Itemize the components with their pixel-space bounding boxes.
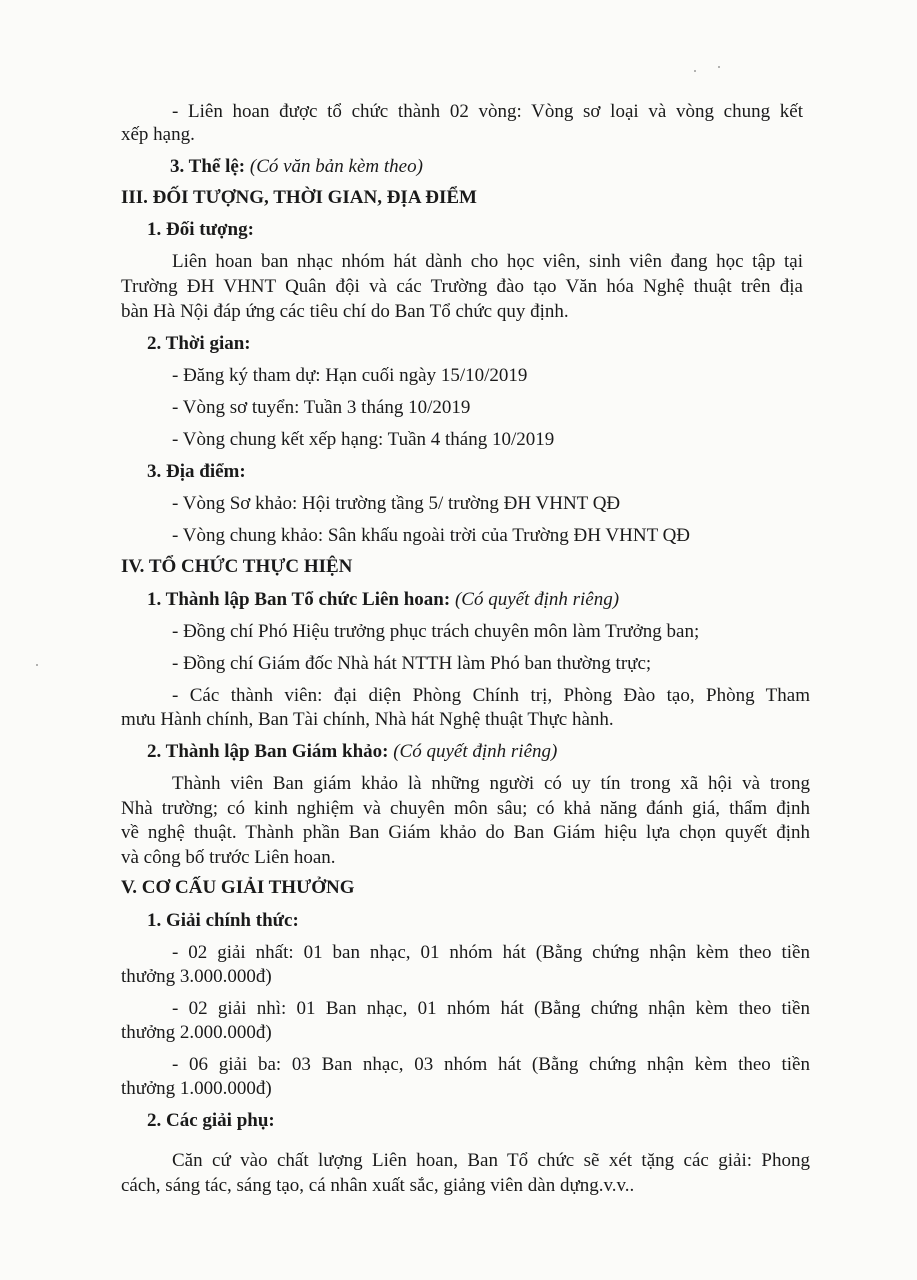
list-item: thưởng 1.000.000đ) [121, 1078, 272, 1099]
list-item: - Vòng chung khảo: Sân khấu ngoài trời của Trường ĐH VHNT QĐ [172, 525, 691, 546]
paragraph-line: Thành viên Ban giám khảo là những người có uy tín trong xã hội và trong [172, 773, 810, 794]
subheading [170, 156, 423, 178]
list-item: - Vòng chung kết xếp hạng: Tuần 4 tháng 10/2019 [172, 429, 555, 450]
list-item: - 06 giải ba: 03 Ban nhạc, 03 nhóm hát (Bằng chứng nhận kèm theo tiền [172, 1054, 810, 1075]
list-item: thưởng 3.000.000đ) [121, 966, 272, 987]
list-item: - Đồng chí Phó Hiệu trưởng phục trách chuyên môn làm Trưởng ban; [172, 621, 700, 642]
list-item: - Đăng ký tham dự: Hạn cuối ngày 15/10/2019 [172, 365, 528, 386]
paragraph-line: Liên hoan ban nhạc nhóm hát dành cho học viên, sinh viên đang học tập tại [172, 251, 803, 272]
subheading-label: 3. Thể lệ: [170, 156, 246, 177]
subheading: 1. Giải chính thức: [147, 910, 299, 931]
list-item: - 02 giải nhì: 01 Ban nhạc, 01 nhóm hát (Bằng chứng nhận kèm theo tiền [172, 998, 810, 1019]
paragraph-line: cách, sáng tác, sáng tạo, cá nhân xuất sắc, giảng viên dàn dựng.v.v.. [121, 1175, 635, 1196]
subheading-label: 2. Thành lập Ban Giám khảo: [147, 741, 389, 762]
list-item: - Đồng chí Giám đốc Nhà hát NTTH làm Phó ban thường trực; [172, 653, 652, 674]
paragraph-line: Căn cứ vào chất lượng Liên hoan, Ban Tổ chức sẽ xét tặng các giải: Phong [172, 1150, 810, 1171]
paragraph-line: xếp hạng. [121, 124, 195, 145]
paragraph-line: và công bố trước Liên hoan. [121, 847, 336, 868]
section-heading: V. CƠ CẤU GIẢI THƯỞNG [121, 877, 355, 898]
subheading-label: 1. Thành lập Ban Tổ chức Liên hoan: [147, 589, 451, 610]
subheading: 1. Đối tượng: [147, 219, 254, 240]
scan-speck [36, 664, 38, 666]
subheading: 2. Các giải phụ: [147, 1110, 275, 1131]
paragraph-line: Trường ĐH VHNT Quân đội và các Trường đào tạo Văn hóa Nghệ thuật trên địa [121, 276, 803, 297]
subheading [147, 589, 619, 611]
paragraph-line: bàn Hà Nội đáp ứng các tiêu chí do Ban Tổ chức quy định. [121, 301, 569, 322]
section-heading: III. ĐỐI TƯỢNG, THỜI GIAN, ĐỊA ĐIỂM [121, 187, 477, 208]
list-item: - Các thành viên: đại diện Phòng Chính trị, Phòng Đào tạo, Phòng Tham [172, 685, 810, 706]
subheading-note: (Có quyết định riêng) [393, 741, 558, 762]
paragraph-line: Nhà trường; có kinh nghiệm và chuyên môn sâu; có khả năng đánh giá, thẩm định [121, 798, 810, 819]
section-heading: IV. TỔ CHỨC THỰC HIỆN [121, 556, 353, 577]
list-item: - Vòng Sơ khảo: Hội trường tầng 5/ trường ĐH VHNT QĐ [172, 493, 621, 514]
paragraph-line: - Liên hoan được tổ chức thành 02 vòng: Vòng sơ loại và vòng chung kết [172, 101, 803, 122]
list-item: - 02 giải nhất: 01 ban nhạc, 01 nhóm hát (Bằng chứng nhận kèm theo tiền [172, 942, 810, 963]
paragraph-line: về nghệ thuật. Thành phần Ban Giám khảo do Ban Giám hiệu lựa chọn quyết định [121, 822, 810, 843]
list-item: thưởng 2.000.000đ) [121, 1022, 272, 1043]
scan-speck [718, 66, 720, 68]
subheading [147, 741, 557, 763]
subheading-note: (Có quyết định riêng) [454, 589, 620, 610]
scan-speck [694, 70, 696, 72]
subheading: 3. Địa điểm: [147, 461, 246, 482]
subheading-note: (Có văn bản kèm theo) [249, 156, 423, 177]
list-item: mưu Hành chính, Ban Tài chính, Nhà hát Nghệ thuật Thực hành. [121, 709, 614, 730]
list-item: - Vòng sơ tuyển: Tuần 3 tháng 10/2019 [172, 397, 471, 418]
subheading: 2. Thời gian: [147, 333, 251, 354]
